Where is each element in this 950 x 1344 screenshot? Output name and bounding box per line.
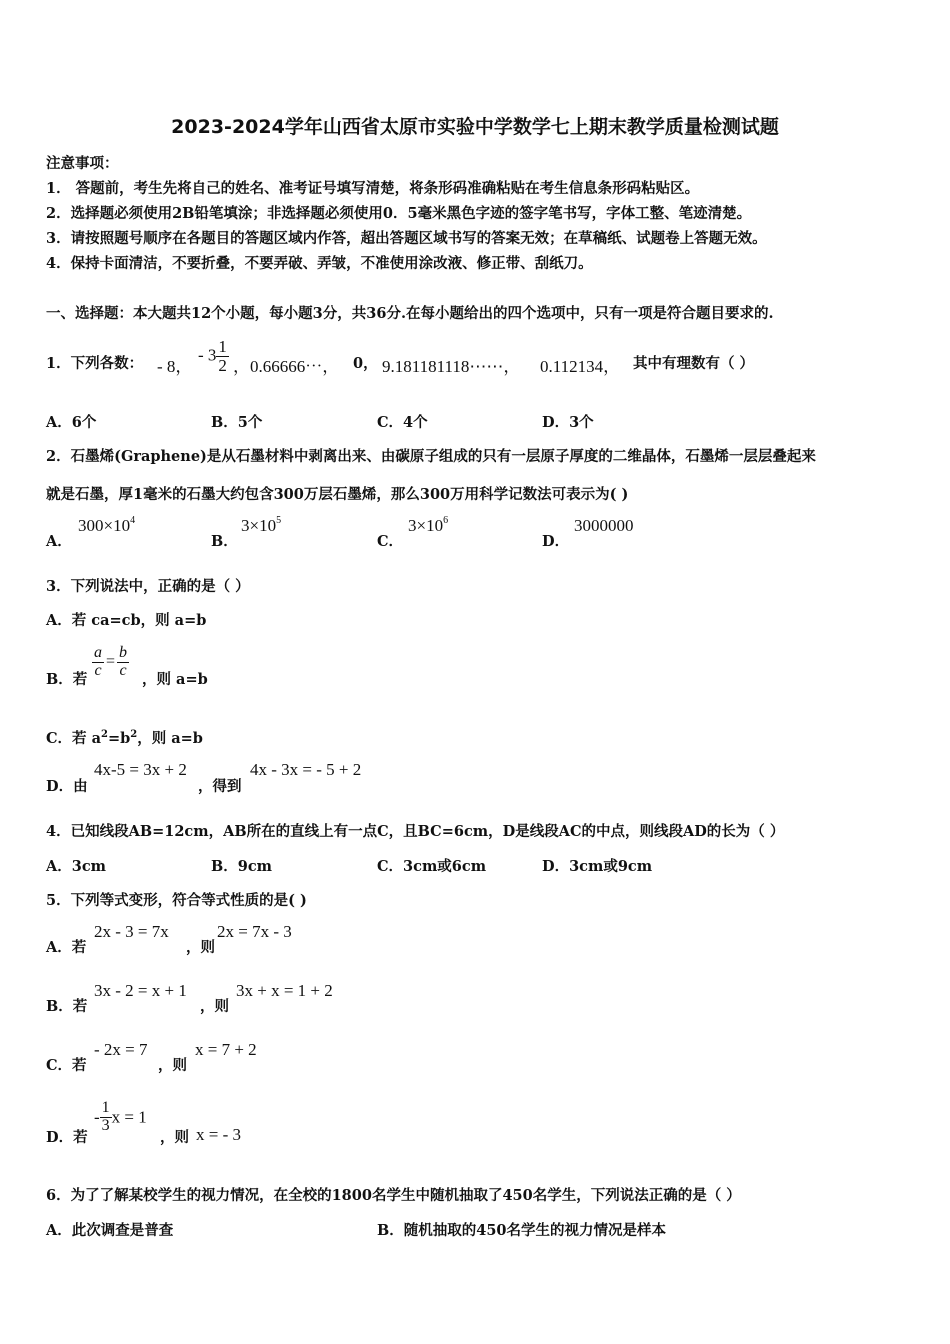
section-heading: 一、选择题：本大题共12个小题，每小题3分，共36分.在每小题给出的四个选项中，只有一项是符合题目要求的.: [46, 305, 774, 322]
q2-option-c-value: [408, 516, 448, 536]
q5-option-b-prefix: B．若: [46, 998, 88, 1015]
q3-c-exponent-2: 2: [130, 729, 138, 740]
question-2-line-2: 就是石墨，厚1毫米的石墨大约包含300万层石墨烯，那么300万用科学记数法可表示为( ): [46, 486, 629, 503]
q2-c-exponent: 6: [443, 515, 449, 526]
q6-option-b: B．随机抽取的450名学生的视力情况是样本: [377, 1222, 667, 1239]
q2-label-c: C．: [377, 533, 404, 550]
q5-d-minus: -: [94, 1107, 100, 1127]
notice-item-4: 4．保持卡面清洁，不要折叠，不要弄破、弄皱，不准使用涂改液、修正带、刮纸刀。: [46, 255, 593, 272]
q4-option-d: D．3cm或9cm: [542, 858, 653, 875]
q2-option-a-value: [78, 516, 135, 536]
q1-option-b: B．5个: [211, 414, 263, 431]
q6-option-a: A．此次调查是普查: [46, 1222, 174, 1239]
notice-item-3: 3．请按照题号顺序在各题目的答题区域内作答，超出答题区域书写的答案无效；在草稿纸、试题卷上答题无效。: [46, 230, 767, 247]
q4-option-c: C．3cm或6cm: [377, 858, 487, 875]
q5-option-a-prefix: A．若: [46, 939, 87, 956]
q2-label-d: D．: [542, 533, 570, 550]
q3-option-d-prefix: D．由: [46, 778, 88, 795]
question-2-line-1: 2．石墨烯(Graphene)是从石墨材料中剥离出来、由碳原子组成的只有一层原子厚度的二维晶体，石墨烯一层层叠起来: [46, 448, 816, 465]
q5-d-denominator: 3: [101, 1116, 110, 1134]
q1-number-6: 0.112134，: [540, 357, 621, 376]
q3-option-b-suffix: ，则 a=b: [142, 671, 208, 688]
q5-option-b-equation-1: 3x - 2 = x + 1: [94, 981, 187, 1000]
q3-b-equals: =: [106, 653, 116, 671]
q5-option-b-equation-2: 3x + x = 1 + 2: [236, 981, 333, 1000]
q1-fraction-numerator: 1: [218, 337, 227, 356]
question-3-stem: 3．下列说法中，正确的是（ ）: [46, 578, 250, 595]
q3-c-suffix: ，则 a=b: [137, 730, 203, 747]
q2-a-exponent: 4: [130, 515, 136, 526]
q5-option-d-prefix: D．若: [46, 1129, 88, 1146]
q3-option-d-equation-2: 4x - 3x = - 5 + 2: [250, 760, 362, 779]
q3-b-denominator-2: c: [119, 661, 127, 679]
q1-number-5: 9.181181118⋯⋯，: [382, 357, 521, 376]
q3-c-mid: =b: [107, 730, 131, 747]
q2-c-base: 3×10: [408, 516, 444, 535]
notice-heading: 注意事项：: [46, 155, 119, 172]
q1-mixed-whole: - 3: [198, 345, 217, 365]
q5-d-numerator: 1: [101, 1099, 110, 1116]
q3-b-numerator-1: a: [94, 644, 102, 661]
q4-option-a: A．3cm: [46, 858, 107, 875]
q3-c-exponent-1: 2: [100, 729, 108, 740]
q1-fraction-denominator: 2: [218, 355, 227, 375]
q3-option-a: A．若 ca=cb，则 a=b: [46, 612, 207, 629]
q2-option-b-value: [241, 516, 281, 536]
q5-option-a-mid: ，则: [186, 939, 215, 956]
q1-mixed-fraction: [198, 338, 229, 375]
question-5-stem: 5．下列等式变形，符合等式性质的是( ): [46, 892, 307, 909]
q2-b-base: 3×10: [241, 516, 277, 535]
q1-option-a: A．6个: [46, 414, 97, 431]
q4-option-b: B．9cm: [211, 858, 273, 875]
q3-option-b-equation: [92, 645, 129, 680]
q1-option-c: C．4个: [377, 414, 428, 431]
q2-label-a: A．: [46, 533, 72, 550]
q1-option-d: D．3个: [542, 414, 594, 431]
q1-number-4: 0，: [353, 355, 378, 372]
notice-item-2: 2．选择题必须使用2B铅笔填涂；非选择题必须使用0．5毫米黑色字迹的签字笔书写，字体工整、笔迹清楚。: [46, 205, 752, 222]
q2-b-exponent: 5: [276, 515, 282, 526]
q5-option-d-equation-1: [94, 1100, 147, 1135]
q5-option-a-equation-2: 2x = 7x - 3: [217, 922, 292, 941]
q2-option-d-value: 3000000: [574, 516, 634, 535]
q2-a-base: 300×10: [78, 516, 131, 535]
q1-number-3: ，0.66666⋯，: [233, 357, 340, 376]
notice-item-1: 1． 答题前，考生先将自己的姓名、准考证号填写清楚，将条形码准确粘贴在考生信息条形码粘贴区。: [46, 180, 700, 197]
q1-fraction: [216, 338, 229, 375]
q3-b-numerator-2: b: [119, 644, 128, 661]
q2-label-b: B．: [211, 533, 238, 550]
q5-option-c-prefix: C．若: [46, 1057, 87, 1074]
q5-option-d-equation-2: x = - 3: [196, 1125, 241, 1144]
q3-option-d-equation-1: 4x-5 = 3x + 2: [94, 760, 187, 779]
q3-b-denominator-1: c: [94, 661, 102, 679]
q1-number-1: - 8，: [157, 357, 193, 376]
question-6-stem: 6．为了了解某校学生的视力情况，在全校的1800名学生中随机抽取了450名学生，下列说法正确的是（ ）: [46, 1187, 741, 1204]
question-1-stem: 1．下列各数：: [46, 355, 144, 372]
page-title: 2023-2024学年山西省太原市实验中学数学七上期末教学质量检测试题: [171, 116, 779, 138]
q5-option-b-mid: ，则: [200, 998, 229, 1015]
question-4-stem: 4．已知线段AB=12cm，AB所在的直线上有一点C，且BC=6cm，D是线段AC的中点，则线段AD的长为（ ）: [46, 823, 785, 840]
q3-option-c: [46, 727, 203, 748]
q1-tail: 其中有理数有（ ）: [633, 355, 755, 372]
q5-option-d-mid: ，则: [160, 1129, 189, 1146]
q5-option-c-equation-2: x = 7 + 2: [195, 1040, 257, 1059]
q3-option-b-prefix: B．若: [46, 671, 88, 688]
q5-d-rest: x = 1: [111, 1107, 147, 1127]
q3-c-prefix: C．若 a: [46, 730, 101, 747]
q5-option-c-mid: ，则: [158, 1057, 187, 1074]
q3-option-d-mid: ，得到: [198, 778, 242, 795]
q5-option-c-equation-1: - 2x = 7: [94, 1040, 148, 1059]
q5-option-a-equation-1: 2x - 3 = 7x: [94, 922, 169, 941]
